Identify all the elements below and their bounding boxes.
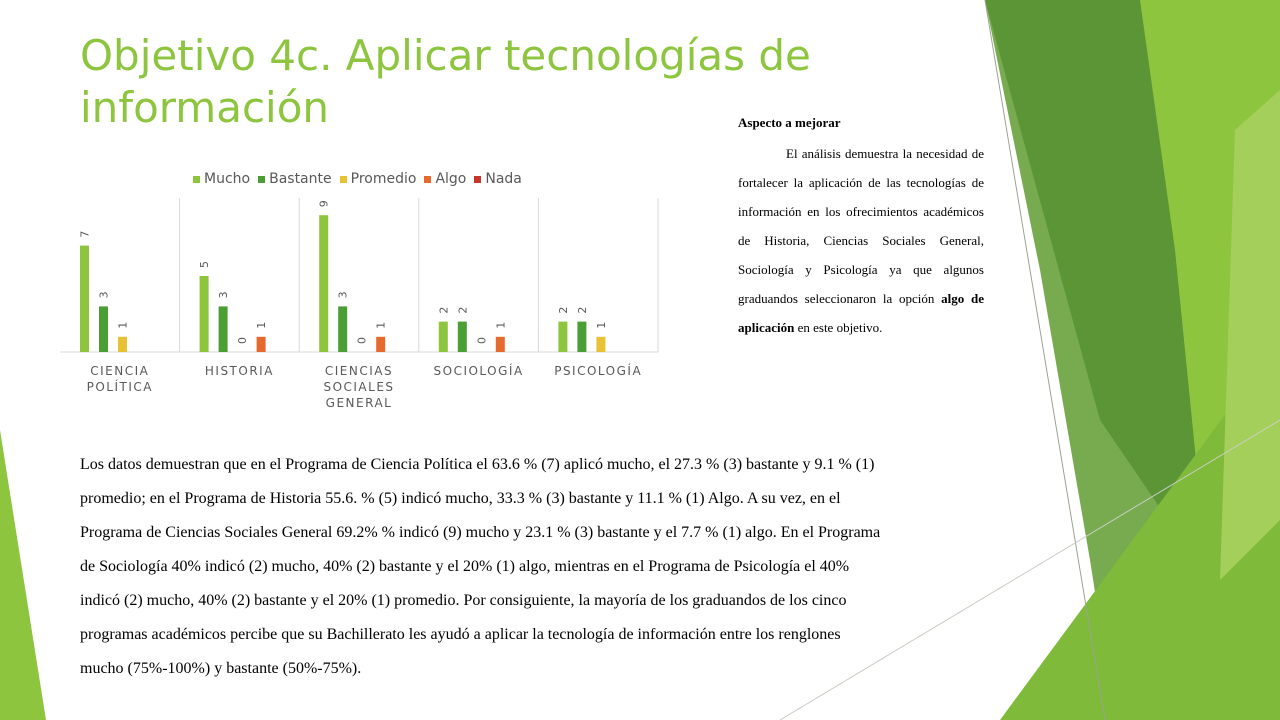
bar (99, 306, 108, 352)
data-label: 0 (355, 337, 369, 344)
legend-label: Bastante (269, 171, 332, 187)
bar (257, 337, 266, 352)
improvement-text-emphasis: algo de aplicación (738, 291, 984, 335)
improvement-heading: Aspecto a mejorar (738, 115, 841, 130)
data-label: 5 (198, 261, 212, 268)
improvement-text (738, 139, 984, 342)
data-label: 1 (594, 321, 608, 329)
improvement-note (738, 111, 984, 342)
data-label: 2 (556, 306, 570, 314)
data-label: 1 (494, 321, 508, 329)
category-label: CIENCIAS (324, 364, 394, 378)
data-label: 2 (437, 306, 451, 314)
slide-title: Objetivo 4c. Aplicar tecnologías de información (80, 31, 811, 132)
data-label: 2 (575, 306, 589, 314)
category-label: SOCIALES (323, 380, 395, 394)
bar (80, 246, 89, 352)
data-label: 2 (456, 306, 470, 314)
data-label: 1 (116, 321, 130, 329)
data-label: 3 (336, 291, 350, 299)
bar (496, 337, 505, 352)
legend-label: Promedio (350, 171, 417, 187)
bar (338, 306, 347, 352)
improvement-text-end: en este objetivo. (794, 320, 883, 335)
data-label: 3 (217, 291, 231, 299)
bar (577, 322, 586, 352)
category-label: SOCIOLOGÍA (433, 364, 524, 378)
bar (439, 322, 448, 352)
data-label: 7 (78, 230, 92, 238)
data-label: 1 (255, 321, 269, 329)
bar (558, 322, 567, 352)
bar (596, 337, 605, 352)
category-label: CIENCIA (90, 364, 150, 378)
category-label: PSICOLOGÍA (554, 364, 643, 378)
category-label: GENERAL (325, 396, 393, 410)
bar (319, 215, 328, 352)
legend-label: Mucho (204, 171, 251, 187)
legend-label: Nada (485, 171, 522, 187)
data-label: 9 (317, 200, 331, 208)
category-label: HISTORIA (204, 364, 274, 378)
legend-label: Algo (435, 171, 467, 187)
data-label: 0 (236, 337, 250, 344)
bar (219, 306, 228, 352)
improvement-text-start: El análisis demuestra la necesidad de fortalecer la aplicación de las tecnologías de información en los ofrecimientos académicos de Historia, Ciencias Sociales General, Sociología y Psicología ya que algunos graduandos seleccionaron la opción (738, 146, 984, 306)
bar (376, 337, 385, 352)
bar (458, 322, 467, 352)
category-label: POLÍTICA (86, 380, 153, 394)
bar (200, 276, 209, 352)
summary-paragraph: Los datos demuestran que en el Programa de Ciencia Política el 63.6 % (7) aplicó mucho, el 27.3 % (3) bastante y 9.1 % (1) promedio; en el Programa de Historia 55.6. % (5) indicó mucho, 33.3 % (3) bastante y 11.1 % (1) Algo. A su vez, en el Programa de Ciencias Sociales General 69.2% % indicó (9) mucho y 23.1 % (3) bastante y el 7.7 % (1) algo. En el Programa de Sociología 40% indicó (2) mucho, 40% (2) bastante y el 20% (1) algo, mientras en el Programa de Psicología el 40% indicó (2) mucho, 40% (2) bastante y el 20% (1) promedio. Por consiguiente, la mayoría de los graduandos de los cinco programas académicos percibe que su Bachillerato les ayudó a aplicar la tecnología de información entre los renglones mucho (75%-100%) y bastante (50%-75%). (80, 456, 881, 677)
data-label: 3 (97, 291, 111, 299)
data-label: 0 (475, 337, 489, 344)
data-label: 1 (374, 321, 388, 329)
bar (118, 337, 127, 352)
